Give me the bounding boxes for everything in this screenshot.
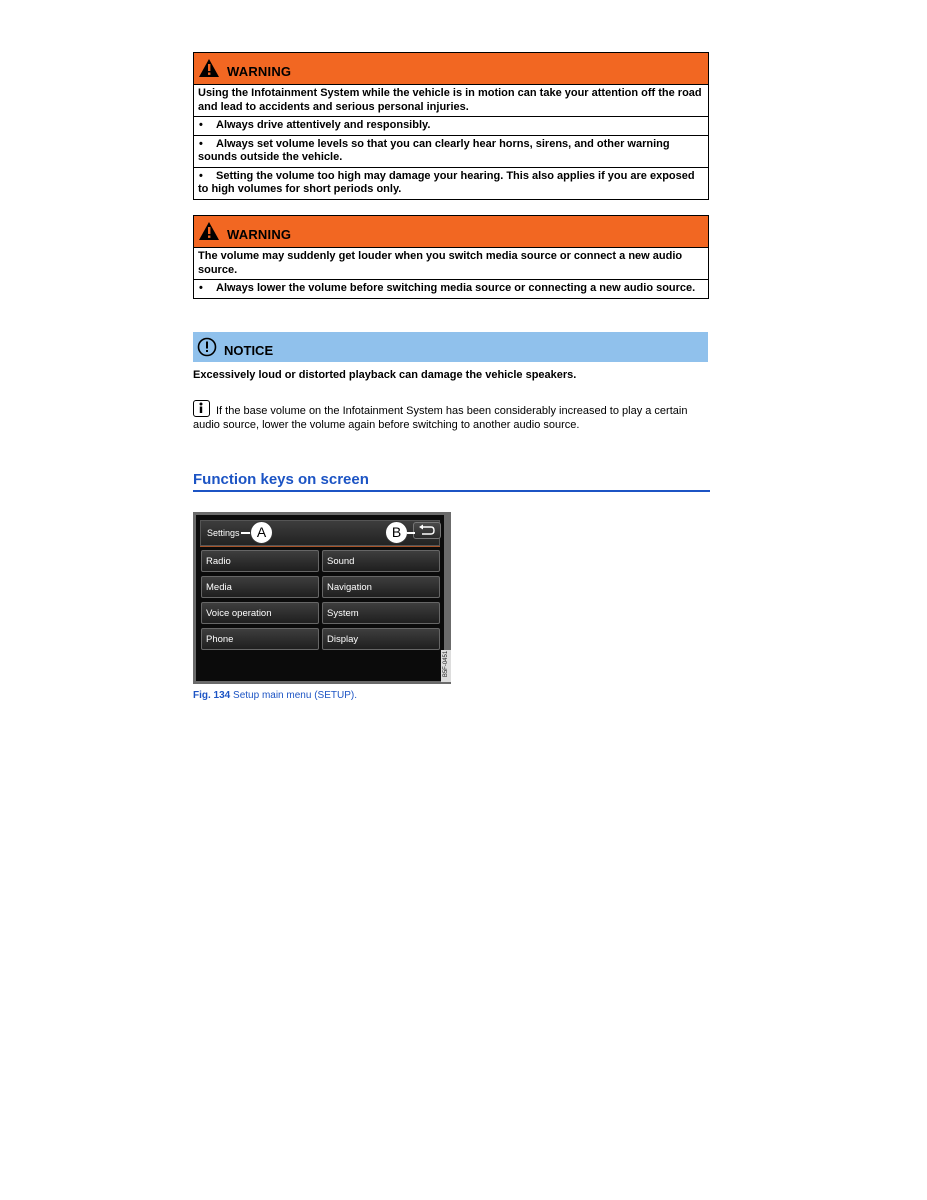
notice-header [193, 332, 708, 362]
warning-triangle-icon [198, 221, 220, 241]
figure-code-tab [441, 650, 451, 682]
warning-bullet: • Always drive attentively and responsibly. [194, 117, 708, 136]
menu-button-radio[interactable]: Radio [201, 550, 319, 572]
warning-header [194, 216, 708, 248]
warning-title: WARNING [227, 227, 292, 242]
warning-header [194, 53, 708, 85]
figure-code: B5F-0451 [443, 650, 450, 678]
screen-title: Settings [207, 528, 240, 538]
setup-screen-figure [193, 512, 451, 684]
notice-text: Excessively loud or distorted playback can damage the vehicle speakers. [193, 369, 577, 381]
warning-box-1 [193, 52, 709, 200]
notice-exclamation-icon [197, 337, 217, 357]
menu-button-voice-operation[interactable]: Voice operation [201, 602, 319, 624]
warning-triangle-icon [198, 58, 220, 78]
warning-bullet: • Always lower the volume before switching media source or connecting a new audio source. [194, 280, 708, 298]
figure-label: Fig. 134 [193, 690, 231, 701]
menu-button-sound[interactable]: Sound [322, 550, 440, 572]
info-icon [193, 400, 210, 417]
notice-title: NOTICE [224, 343, 274, 358]
screen-display [196, 515, 444, 681]
callout-b: B [385, 521, 408, 544]
back-button[interactable] [413, 522, 441, 539]
section-divider [193, 490, 710, 492]
info-text: If the base volume on the Infotainment System has been considerably increased to play a certain audio source, lower the volume again before switching to another audio source. [193, 405, 688, 431]
title-accent-line [200, 546, 440, 547]
section-heading: Function keys on screen [193, 471, 369, 488]
warning-bullet: • Always set volume levels so that you can clearly hear horns, sirens, and other warning sounds outside the vehicle. [194, 136, 708, 168]
menu-button-phone[interactable]: Phone [201, 628, 319, 650]
warning-intro: The volume may suddenly get louder when you switch media source or connect a new audio source. [194, 248, 708, 280]
menu-button-navigation[interactable]: Navigation [322, 576, 440, 598]
warning-bullet: • Setting the volume too high may damage your hearing. This also applies if you are exposed to high volumes for short periods only. [194, 168, 708, 199]
menu-button-media[interactable]: Media [201, 576, 319, 598]
warning-title: WARNING [227, 64, 292, 79]
menu-button-system[interactable]: System [322, 602, 440, 624]
figure-caption-text: Setup main menu (SETUP). [233, 690, 357, 701]
menu-button-display[interactable]: Display [322, 628, 440, 650]
back-arrow-icon [414, 523, 440, 538]
warning-box-2 [193, 215, 709, 299]
callout-b-line [407, 532, 415, 534]
callout-a: A [250, 521, 273, 544]
figure-caption [193, 690, 357, 701]
info-paragraph [193, 400, 713, 432]
warning-intro: Using the Infotainment System while the vehicle is in motion can take your attention off the road and lead to accidents and serious personal injuries. [194, 85, 708, 117]
